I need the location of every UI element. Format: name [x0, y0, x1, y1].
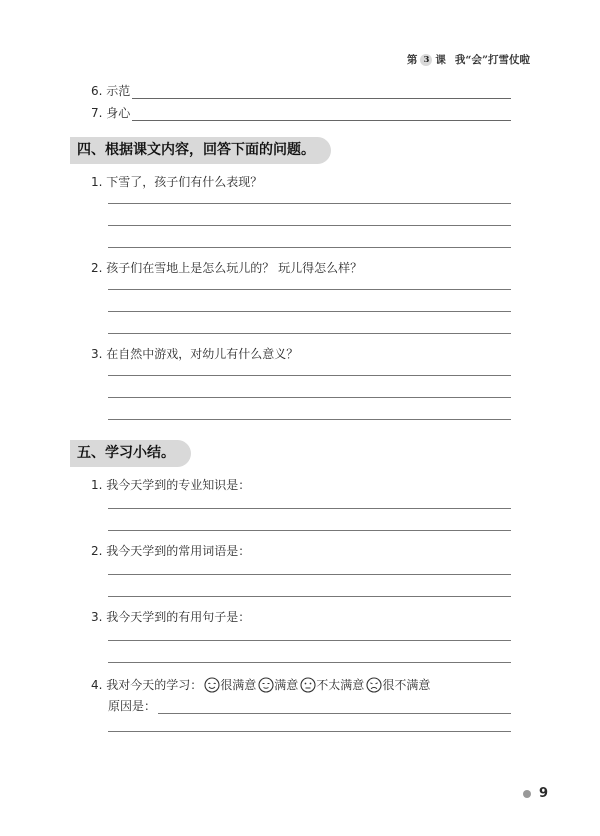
question-5-1: 1. 我今天学到的专业知识是：	[91, 478, 251, 492]
page-number-area	[523, 786, 548, 801]
answer-line[interactable]	[158, 701, 511, 714]
question-5-3: 3. 我今天学到的有用句子是：	[91, 610, 251, 624]
question-5-2: 2. 我今天学到的常用词语是：	[91, 544, 251, 558]
option-very-unsatisfied: 很不满意	[382, 678, 431, 692]
reason-label: 原因是：	[108, 699, 157, 713]
lesson-prefix: 第	[406, 54, 418, 66]
evaluation-prompt: 4. 我对今天的学习：	[91, 678, 203, 692]
satisfied-face-icon[interactable]	[258, 677, 274, 693]
answer-line[interactable]	[108, 289, 511, 290]
lesson-title: 我“会”打雪仗啦	[454, 54, 530, 66]
vocab-item-7	[91, 104, 511, 121]
answer-line[interactable]	[108, 662, 511, 663]
answer-line[interactable]	[108, 640, 511, 641]
answer-line[interactable]	[132, 86, 511, 99]
answer-line[interactable]	[108, 419, 511, 420]
option-satisfied: 满意	[274, 678, 299, 692]
answer-line[interactable]	[108, 203, 511, 204]
answer-line[interactable]	[108, 225, 511, 226]
answer-line[interactable]	[108, 247, 511, 248]
answer-line[interactable]	[108, 596, 511, 597]
page-number: 9	[538, 786, 548, 801]
lesson-number-badge: 3	[420, 54, 432, 66]
not-very-satisfied-face-icon[interactable]	[300, 677, 316, 693]
vocab-item-6	[91, 82, 511, 99]
answer-line[interactable]	[108, 574, 511, 575]
vocab-label: 7. 身心	[91, 106, 131, 120]
answer-line[interactable]	[108, 333, 511, 334]
answer-line[interactable]	[132, 108, 511, 121]
answer-line[interactable]	[108, 530, 511, 531]
answer-line[interactable]	[108, 508, 511, 509]
very-unsatisfied-face-icon[interactable]	[366, 677, 382, 693]
lesson-header	[407, 52, 530, 67]
answer-line[interactable]	[108, 731, 511, 732]
section-5-title: 五、学习小结。	[70, 440, 191, 467]
question-4-1: 1. 下雪了，孩子们有什么表现？	[91, 175, 263, 189]
answer-line[interactable]	[108, 397, 511, 398]
lesson-suffix: 课	[435, 54, 446, 66]
reason-row	[108, 697, 511, 714]
very-satisfied-face-icon[interactable]	[204, 677, 220, 693]
self-evaluation-row	[91, 676, 432, 693]
section-4-title: 四、根据课文内容，回答下面的问题。	[70, 137, 331, 164]
option-not-very-satisfied: 不太满意	[316, 678, 365, 692]
vocab-label: 6. 示范	[91, 84, 131, 98]
answer-line[interactable]	[108, 311, 511, 312]
question-4-2: 2. 孩子们在雪地上是怎么玩儿的？ 玩儿得怎么样？	[91, 261, 363, 275]
answer-line[interactable]	[108, 375, 511, 376]
question-4-3: 3. 在自然中游戏，对幼儿有什么意义？	[91, 347, 299, 361]
option-very-satisfied: 很满意	[220, 678, 257, 692]
bullet-dot-icon	[523, 790, 531, 798]
